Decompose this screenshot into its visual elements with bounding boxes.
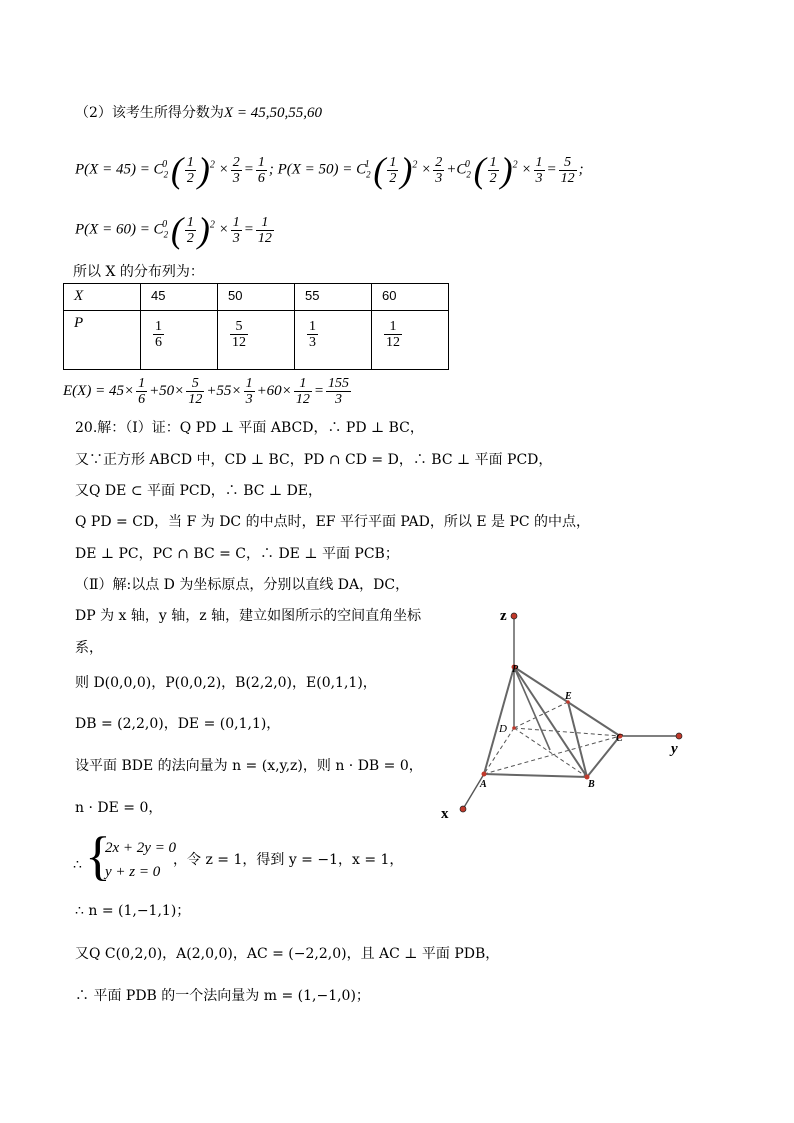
sol20-line-1: 20.解：（Ⅰ）证：Q PD ⊥ 平面 ABCD，∴ PD ⊥ BC， (75, 420, 424, 436)
sol20-line-4: Q PD = CD，当 F 为 DC 的中点时，EF 平行平面 PAD，所以 E 是 PC 的中点， (75, 514, 591, 530)
table-cell: $\frac{1}{6}$ (141, 311, 218, 370)
label-E: E (565, 691, 572, 702)
distribution-table (63, 283, 449, 370)
sol20-line-11: 设平面 BDE 的法向量为 n = (x,y,z)，则 n · DB = 0， (75, 758, 423, 774)
sol20-line-15: ∴ 平面 PDB 的一个法向量为 m = (1,−1,0)； (75, 988, 370, 1004)
sol20-line-3: 又Q DE ⊂ 平面 PCD，∴ BC ⊥ DE， (75, 483, 323, 499)
sol20-line-14: 又Q C(0,2,0)，A(2,0,0)，AC = (−2,2,0)，且 AC ⊥ 平面 PDB， (75, 946, 500, 962)
label-y: y (671, 741, 678, 757)
table-header-cell: X (64, 284, 141, 311)
label-A: A (480, 779, 487, 790)
table-header-cell: 55 (295, 284, 372, 311)
sol20-line-9: 则 D(0,0,0)，P(0,0,2)，B(2,2,0)，E(0,1,1)， (75, 675, 377, 691)
label-B: B (588, 779, 595, 790)
sol20-line-10: DB = (2,2,0)，DE = (0,1,1)， (75, 716, 281, 732)
table-header-cell: 45 (141, 284, 218, 311)
dist-caption: 所以 X 的分布列为： (73, 264, 204, 280)
table-row-label: P (64, 311, 141, 370)
pyramid-figure (430, 600, 700, 825)
part2-intro: （2）该考生所得分数为X = 45,50,55,60 (75, 105, 322, 121)
table-cell: $\frac{1}{3}$ (295, 311, 372, 370)
prob-line-2: $P(X = 60) = C_2^0$ ( $\frac{1}{2}$ )$^2$ × $\frac{1}{3}$ = $\frac{1}{12}$ (75, 210, 272, 250)
table-header-cell: 60 (372, 284, 449, 311)
sol20-line-13: ∴ n = (1,−1,1)； (75, 903, 191, 919)
sol20-line-8: 系， (75, 640, 103, 656)
label-z: z (500, 608, 507, 624)
table-cell: $\frac{1}{12}$ (372, 311, 449, 370)
sol20-line-2: 又∵正方形 ABCD 中，CD ⊥ BC，PD ∩ CD = D，∴ BC ⊥ 平面 PCD， (75, 452, 553, 468)
label-C: C (616, 733, 623, 744)
table-cell: $\frac{5}{12}$ (218, 311, 295, 370)
system-brace: { (85, 826, 111, 886)
prob-line-1: $P(X = 45) = C_2^0$ ( $\frac{1}{2}$ )$^2$ × $\frac{2}{3}$ = $\frac{1}{6}$ ; $P(X = 50) = C_2^1$ ( $\frac{1}{2}$ )$^2$ × $\frac{2}{3}$ $+C_2^0$ ( $\frac{1}{2}$ )$^2$ × $\frac{1}{3}$ = $\frac{5}{12}$ ; (75, 150, 584, 190)
expectation: E(X) = 45× $\frac{1}{6}$ +50× $\frac{5}{12}$ +55× $\frac{1}{3}$ +60× $\frac{1}{12}$ = $\frac{155}{3}$ (63, 376, 349, 407)
sol20-line-7: DP 为 x 轴，y 轴，z 轴，建立如图所示的空间直角坐标 (75, 608, 422, 624)
label-D: D (499, 723, 507, 735)
label-P: P (512, 664, 519, 675)
sol20-line-5: DE ⊥ PC，PC ∩ BC = C，∴ DE ⊥ 平面 PCB； (75, 546, 399, 562)
label-x: x (441, 806, 449, 822)
sol20-line-6: （Ⅱ）解:以点 D 为坐标原点，分别以直线 DA，DC， (75, 577, 410, 593)
sol20-line-12: n · DE = 0， (75, 800, 163, 816)
table-header-cell: 50 (218, 284, 295, 311)
